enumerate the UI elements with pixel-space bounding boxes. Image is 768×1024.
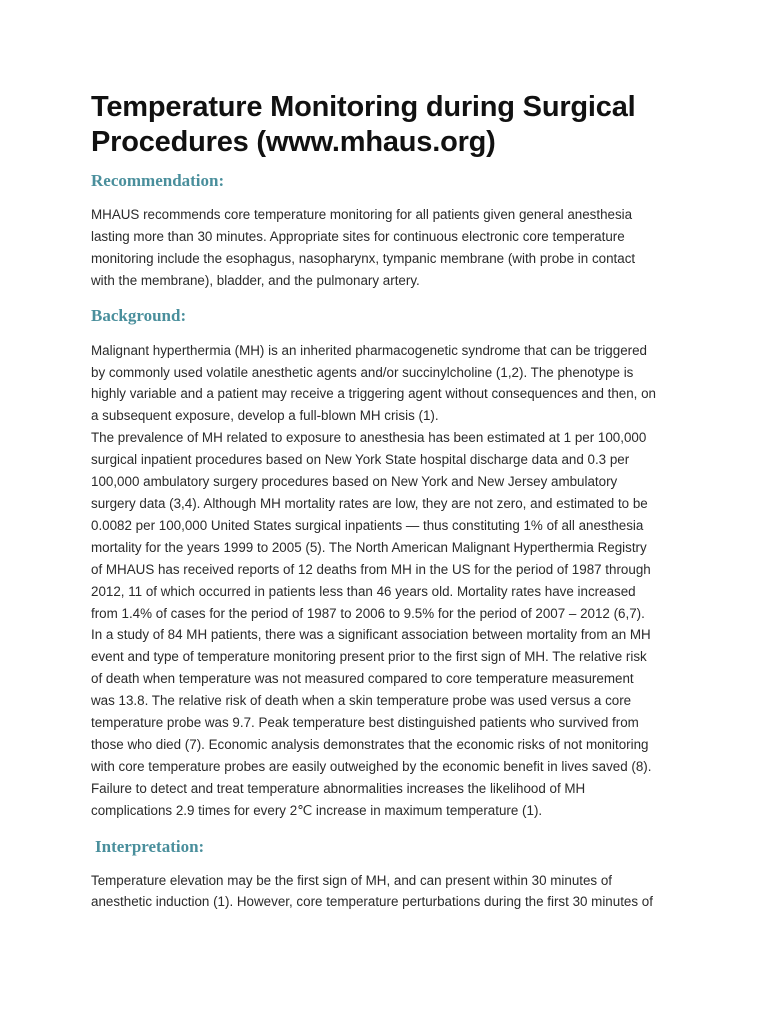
interpretation-heading: Interpretation: bbox=[95, 836, 205, 856]
background-heading: Background: bbox=[91, 305, 187, 325]
document-title: Temperature Monitoring during Surgical Procedures (www.mhaus.org) bbox=[91, 91, 636, 158]
recommendation-paragraph: MHAUS recommends core temperature monitoring for all patients given general anesthesia lasting more than 30 minutes. Appropriate sites for continuous electronic core temperature monitoring include the esophagus, nasopharynx, tympanic membrane (with probe in contact with the membrane), bladder, and the pulmonary artery. bbox=[91, 207, 636, 288]
recommendation-heading: Recommendation: bbox=[91, 171, 225, 190]
document-page bbox=[91, 90, 681, 913]
interpretation-paragraph: Temperature elevation may be the first sign of MH, and can present within 30 minutes of anesthetic induction (1). However, core temperature perturbations during the first 30 minutes of bbox=[91, 872, 653, 910]
background-paragraph: Malignant hyperthermia (MH) is an inherited pharmacogenetic syndrome that can be triggered by commonly used volatile anesthetic agents and/or succinylcholine (1,2). The phenotype is highly variable and a patient may receive a triggering agent without consequences and then, on a subsequent exposure, develop a full-blown MH crisis (1). The prevalence of MH related to exposure to anesthesia has been estimated at 1 per 100,000 surgical inpatient procedures based on New York State hospital discharge data and 0.3 per 100,000 ambulatory surgery procedures based on New York and New Jersey ambulatory surgery data (3,4). Although MH mortality rates are low, they are not zero, and estimated to be 0.0082 per 100,000 United States surgical inpatients — thus constituting 1% of all anesthesia mortality for the years 1999 to 2005 (5). The North American Malignant Hyperthermia Registry of MHAUS has received reports of 12 deaths from MH in the US for the period of 1987 through 2012, 11 of which occurred in patients less than 46 years old. Mortality rates have increased from 1.4% of cases for the period of 1987 to 2006 to 9.5% for the period of 2007 – 2012 (6,7). In a study of 84 MH patients, there was a significant association between mortality from an MH event and type of temperature monitoring present prior to the first sign of MH. The relative risk of death when temperature was not measured compared to core temperature measurement was 13.8. The relative risk of death when a skin temperature probe was used versus a core temperature probe was 9.7. Peak temperature best distinguished patients who survived from those who died (7). Economic analysis demonstrates that the economic risks of not monitoring with core temperature probes are easily outweighed by the economic benefit in lives saved (8). Failure to detect and treat temperature abnormalities increases the likelihood of MH complications 2.9 times for every 2℃ increase in maximum temperature (1). bbox=[91, 342, 657, 818]
